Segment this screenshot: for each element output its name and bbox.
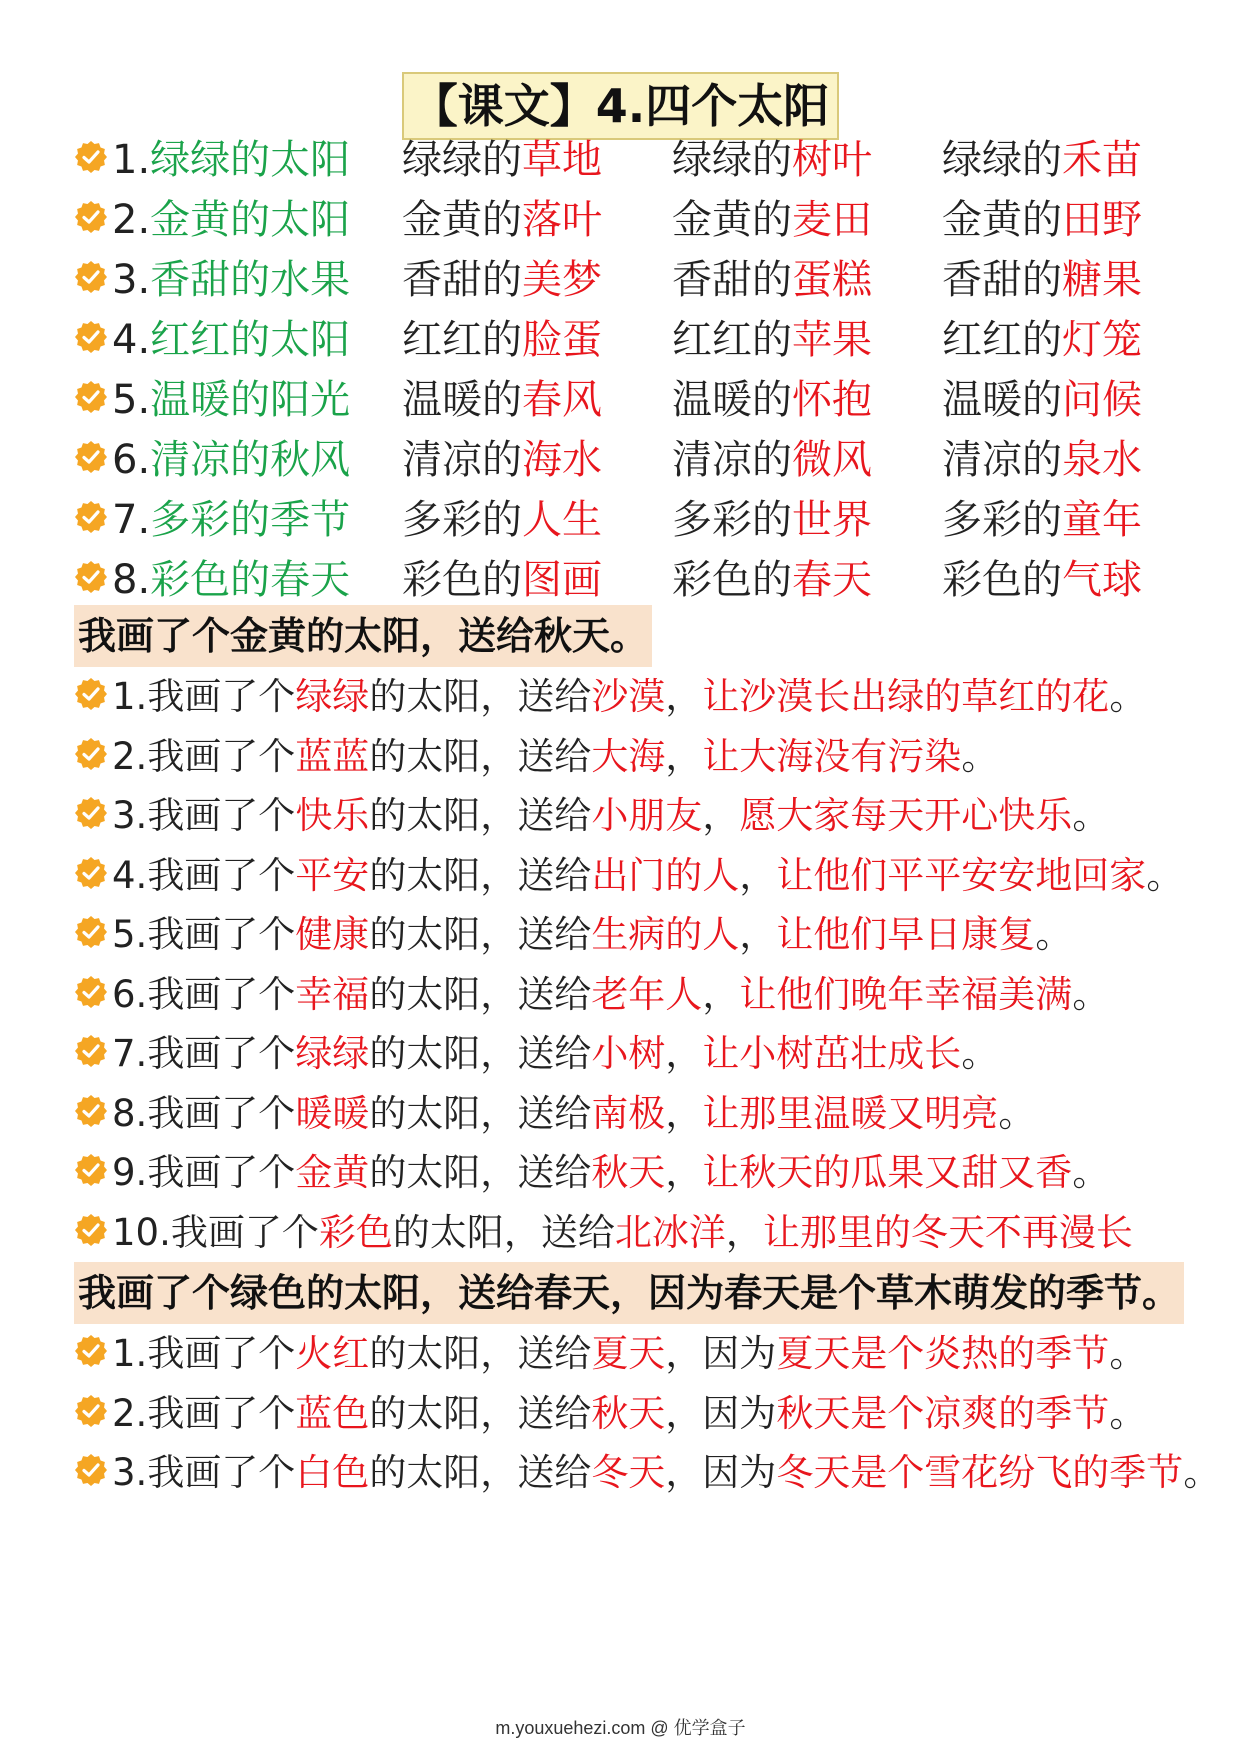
sentence-text [112, 1024, 998, 1084]
phrase-number: 1. [112, 137, 151, 183]
check-badge-icon [74, 856, 108, 890]
phrase-noun: 苹果 [792, 317, 872, 363]
phrase-prefix: 金黄的 [402, 197, 522, 243]
sentence-highlight: 彩色 [318, 1210, 393, 1254]
sentence-highlight: 平安 [295, 853, 370, 897]
sentence-highlight: 小朋友 [591, 794, 703, 837]
phrase-prefix: 金黄的 [672, 197, 792, 243]
phrase-prefix: 绿绿的 [942, 137, 1062, 183]
phrase-noun: 美梦 [522, 257, 602, 303]
phrase-row [74, 370, 1174, 430]
phrase-item [672, 130, 872, 190]
phrase-number: 5. [112, 377, 151, 423]
sentence-highlight: 愿大家每天开心快乐 [739, 794, 1073, 837]
sentence-highlight: 秋天 [591, 1391, 666, 1435]
phrase-prefix: 香甜的 [672, 257, 792, 303]
sentence-number: 8. [112, 1091, 148, 1135]
check-badge-icon [74, 737, 108, 771]
sentence-text [112, 1443, 1220, 1503]
phrase-prefix: 温暖的 [402, 377, 522, 423]
sentence-highlight: 南极 [591, 1091, 666, 1135]
sentence-plain: 。 [1109, 675, 1147, 718]
phrase-head-text: 金黄的太阳 [150, 197, 351, 243]
sentence-plain: ， [739, 913, 777, 956]
sentence-text [112, 905, 1072, 965]
sentence-text [112, 1084, 1035, 1144]
sentence-plain: ，因为 [665, 1332, 777, 1375]
check-badge-icon [74, 915, 108, 949]
phrase-prefix: 清凉的 [672, 437, 792, 483]
sentence-plain: 的太阳，送给 [369, 1151, 592, 1194]
sentence-number: 1. [112, 675, 148, 718]
sentence-highlight: 老年人 [591, 972, 703, 1016]
phrase-row [74, 430, 1174, 490]
check-badge-icon [74, 677, 108, 711]
sentence-text [112, 727, 998, 787]
sentence-plain: ， [702, 794, 740, 837]
phrase-noun: 田野 [1062, 197, 1142, 243]
check-badge-icon [74, 1334, 108, 1368]
sentence-plain: 的太阳，送给 [369, 972, 592, 1016]
sentence-highlight: 冬天是个雪花纷飞的季节 [776, 1451, 1184, 1494]
phrase-prefix: 红红的 [402, 317, 522, 363]
sentence-highlight: 让他们晚年幸福美满 [739, 972, 1073, 1016]
check-badge-icon [74, 1394, 108, 1428]
sentence-plain: 我画了个 [147, 972, 296, 1016]
phrase-noun: 怀抱 [792, 377, 872, 423]
phrase-item [402, 250, 602, 310]
phrase-head-text: 绿绿的太阳 [150, 137, 351, 183]
phrase-item [942, 550, 1142, 610]
phrase-head [112, 430, 350, 490]
sentence-highlight: 出门的人 [591, 853, 740, 897]
sentence-plain: 我画了个 [147, 794, 296, 837]
phrase-prefix: 香甜的 [942, 257, 1062, 303]
phrase-noun: 脸蛋 [522, 317, 602, 363]
check-badge-icon [74, 560, 108, 594]
check-badge-icon [74, 500, 108, 534]
sentence-highlight: 小树 [591, 1032, 666, 1075]
sentence-plain: 。 [1072, 972, 1110, 1016]
sentence-plain: 的太阳，送给 [369, 734, 592, 778]
phrase-noun: 海水 [522, 437, 602, 483]
phrase-item [672, 370, 872, 430]
phrase-head [112, 370, 350, 430]
sentence-row [74, 1084, 1174, 1144]
phrase-noun: 世界 [792, 497, 872, 543]
phrase-prefix: 温暖的 [942, 377, 1062, 423]
phrase-noun: 春天 [792, 557, 872, 603]
phrase-item [402, 550, 602, 610]
sentence-plain: 的太阳，送给 [369, 675, 592, 718]
phrase-noun: 蛋糕 [792, 257, 872, 303]
phrase-item [672, 430, 872, 490]
sentence-number: 10. [112, 1210, 171, 1254]
sentence-row [74, 1443, 1221, 1503]
phrase-prefix: 绿绿的 [672, 137, 792, 183]
sentence-plain: 的太阳，送给 [369, 794, 592, 837]
sentence-plain: 的太阳，送给 [369, 1391, 592, 1435]
phrase-item [672, 250, 872, 310]
sentence-number: 2. [112, 734, 148, 778]
phrase-number: 8. [112, 557, 151, 603]
sentence-highlight: 绿绿 [295, 675, 370, 718]
phrase-noun: 春风 [522, 377, 602, 423]
sentence-plain: 。 [1109, 1332, 1147, 1375]
sentence-highlight: 秋天是个凉爽的季节 [776, 1391, 1110, 1435]
sentence-plain: 我画了个 [170, 1210, 319, 1254]
phrase-row [74, 490, 1174, 550]
sentence-plain: 。 [998, 1091, 1036, 1135]
phrase-number: 6. [112, 437, 151, 483]
phrase-noun: 落叶 [522, 197, 602, 243]
sentence-plain: ， [665, 734, 703, 778]
sentence-plain: 的太阳，送给 [369, 1091, 592, 1135]
sentence-row [74, 1143, 1174, 1203]
phrase-noun: 灯笼 [1062, 317, 1142, 363]
phrase-item [672, 490, 872, 550]
phrase-prefix: 彩色的 [672, 557, 792, 603]
sentence-highlight: 沙漠 [591, 675, 666, 718]
sentence-highlight: 健康 [295, 913, 370, 956]
sentence-plain: ， [702, 972, 740, 1016]
sentence-row [74, 1024, 1174, 1084]
sentence-highlight: 白色 [295, 1451, 370, 1494]
phrase-number: 3. [112, 257, 151, 303]
sentence-plain: 我画了个 [147, 1391, 296, 1435]
phrase-item [942, 130, 1142, 190]
sentence-text [112, 786, 1109, 846]
phrase-prefix: 多彩的 [942, 497, 1062, 543]
phrase-head [112, 310, 350, 370]
phrase-item [672, 190, 872, 250]
phrase-number: 4. [112, 317, 151, 363]
sentence-plain: 。 [1072, 794, 1110, 837]
phrase-prefix: 红红的 [672, 317, 792, 363]
sentence-highlight: 让那里温暖又明亮 [702, 1091, 999, 1135]
phrase-noun: 糖果 [1062, 257, 1142, 303]
section-heading-autumn: 我画了个金黄的太阳，送给秋天。 [74, 605, 652, 667]
phrase-prefix: 香甜的 [402, 257, 522, 303]
phrase-head-text: 香甜的水果 [150, 257, 351, 303]
check-badge-icon [74, 796, 108, 830]
phrase-row [74, 550, 1174, 610]
sentence-plain: ， [739, 853, 777, 897]
phrase-item [942, 310, 1142, 370]
sentence-plain: 我画了个 [147, 675, 296, 718]
check-badge-icon [74, 440, 108, 474]
phrase-head-text: 红红的太阳 [150, 317, 351, 363]
phrase-prefix: 红红的 [942, 317, 1062, 363]
sentence-number: 4. [112, 853, 148, 897]
phrase-head-text: 清凉的秋风 [150, 437, 351, 483]
sentence-plain: 我画了个 [147, 1032, 296, 1075]
sentence-highlight: 夏天是个炎热的季节 [776, 1332, 1110, 1375]
phrase-noun: 树叶 [792, 137, 872, 183]
phrase-noun: 气球 [1062, 557, 1142, 603]
sentence-plain: 。 [961, 734, 999, 778]
sentence-row [74, 965, 1174, 1025]
phrase-number: 2. [112, 197, 151, 243]
phrase-item [942, 490, 1142, 550]
sentence-row [74, 905, 1174, 965]
sentence-highlight: 让沙漠长出绿的草红的花 [702, 675, 1110, 718]
phrase-item [942, 370, 1142, 430]
phrase-head [112, 490, 350, 550]
sentence-plain: 的太阳，送给 [369, 1451, 592, 1494]
sentence-plain: 我画了个 [147, 1332, 296, 1375]
phrase-prefix: 金黄的 [942, 197, 1062, 243]
sentence-highlight: 北冰洋 [614, 1210, 726, 1254]
sentence-highlight: 让小树茁壮成长 [702, 1032, 962, 1075]
sentence-highlight: 火红 [295, 1332, 370, 1375]
sentence-number: 9. [112, 1151, 148, 1194]
check-badge-icon [74, 1094, 108, 1128]
phrase-item [402, 490, 602, 550]
sentence-highlight: 金黄 [295, 1151, 370, 1194]
check-badge-icon [74, 320, 108, 354]
sentence-number: 7. [112, 1032, 148, 1075]
sentence-highlight: 快乐 [295, 794, 370, 837]
sentence-number: 3. [112, 794, 148, 837]
check-badge-icon [74, 140, 108, 174]
phrase-head [112, 550, 350, 610]
sentence-plain: 的太阳，送给 [392, 1210, 615, 1254]
sentence-plain: ，因为 [665, 1391, 777, 1435]
sentence-highlight: 让他们平平安安地回家 [776, 853, 1147, 897]
phrase-row [74, 130, 1174, 190]
phrase-noun: 图画 [522, 557, 602, 603]
sentence-plain: 我画了个 [147, 734, 296, 778]
sentence-text [112, 1143, 1109, 1203]
phrase-item [672, 550, 872, 610]
sentence-highlight: 让秋天的瓜果又甜又香 [702, 1151, 1073, 1194]
check-badge-icon [74, 200, 108, 234]
phrase-prefix: 多彩的 [672, 497, 792, 543]
phrase-row [74, 250, 1174, 310]
sentence-plain: 的太阳，送给 [369, 853, 592, 897]
sentence-plain: 。 [1072, 1151, 1110, 1194]
phrase-head-text: 温暖的阳光 [150, 377, 351, 423]
sentence-row [74, 1203, 1174, 1263]
phrase-item [672, 310, 872, 370]
sentence-highlight: 夏天 [591, 1332, 666, 1375]
sentence-plain: ， [665, 1091, 703, 1135]
sentence-plain: ， [665, 675, 703, 718]
section-heading-spring: 我画了个绿色的太阳，送给春天，因为春天是个草木萌发的季节。 [74, 1262, 1184, 1324]
sentence-number: 1. [112, 1332, 148, 1375]
sentence-plain: ，因为 [665, 1451, 777, 1494]
sentence-highlight: 生病的人 [591, 913, 740, 956]
sentence-plain: ， [725, 1210, 763, 1254]
phrase-noun: 麦田 [792, 197, 872, 243]
phrase-prefix: 清凉的 [402, 437, 522, 483]
sentence-plain: ， [665, 1151, 703, 1194]
sentence-plain: 。 [1146, 853, 1184, 897]
page-title: 【课文】4.四个太阳 [402, 72, 839, 140]
phrase-prefix: 绿绿的 [402, 137, 522, 183]
sentence-plain: 的太阳，送给 [369, 1332, 592, 1375]
phrase-noun: 禾苗 [1062, 137, 1142, 183]
phrase-item [402, 190, 602, 250]
phrase-item [402, 370, 602, 430]
phrase-head [112, 190, 350, 250]
phrase-head-text: 彩色的春天 [150, 557, 351, 603]
phrase-item [402, 310, 602, 370]
phrase-prefix: 彩色的 [402, 557, 522, 603]
sentence-number: 5. [112, 913, 148, 956]
phrase-noun: 人生 [522, 497, 602, 543]
sentence-highlight: 蓝色 [295, 1391, 370, 1435]
sentence-highlight: 大海 [591, 734, 666, 778]
sentence-plain: 我画了个 [147, 1091, 296, 1135]
sentence-row [74, 727, 1174, 787]
sentence-text [112, 1384, 1146, 1444]
sentence-text [112, 1324, 1146, 1384]
check-badge-icon [74, 1034, 108, 1068]
phrase-noun: 问候 [1062, 377, 1142, 423]
phrase-noun: 童年 [1062, 497, 1142, 543]
sentence-text [112, 965, 1109, 1025]
check-badge-icon [74, 1213, 108, 1247]
sentence-plain: 的太阳，送给 [369, 1032, 592, 1075]
check-badge-icon [74, 975, 108, 1009]
sentence-number: 3. [112, 1451, 148, 1494]
sentence-text [112, 667, 1146, 727]
phrase-row [74, 310, 1174, 370]
check-badge-icon [74, 1453, 108, 1487]
sentence-plain: 我画了个 [147, 913, 296, 956]
check-badge-icon [74, 380, 108, 414]
phrase-noun: 草地 [522, 137, 602, 183]
sentence-highlight: 蓝蓝 [295, 734, 370, 778]
phrase-head [112, 250, 350, 310]
phrase-prefix: 清凉的 [942, 437, 1062, 483]
check-badge-icon [74, 1153, 108, 1187]
phrase-item [402, 130, 602, 190]
sentence-highlight: 让大海没有污染 [702, 734, 962, 778]
sentence-highlight: 秋天 [591, 1151, 666, 1194]
phrase-prefix: 温暖的 [672, 377, 792, 423]
sentence-row [74, 846, 1184, 906]
sentence-highlight: 暖暖 [295, 1091, 370, 1135]
sentence-row [74, 786, 1174, 846]
phrase-item [402, 430, 602, 490]
sentence-plain: ， [665, 1032, 703, 1075]
sentence-plain: 我画了个 [147, 1451, 296, 1494]
sentence-plain: 。 [1183, 1451, 1221, 1494]
phrase-noun: 微风 [792, 437, 872, 483]
phrase-prefix: 多彩的 [402, 497, 522, 543]
phrase-prefix: 彩色的 [942, 557, 1062, 603]
phrase-noun: 泉水 [1062, 437, 1142, 483]
sentence-row [74, 667, 1174, 727]
sentence-number: 6. [112, 972, 148, 1016]
sentence-highlight: 绿绿 [295, 1032, 370, 1075]
check-badge-icon [74, 260, 108, 294]
phrase-item [942, 430, 1142, 490]
sentence-row [74, 1324, 1174, 1384]
sentence-row [74, 1384, 1174, 1444]
phrase-head [112, 130, 350, 190]
sentence-plain: 我画了个 [147, 1151, 296, 1194]
sentence-text [112, 1203, 1133, 1263]
sentence-highlight: 幸福 [295, 972, 370, 1016]
sentence-highlight: 冬天 [591, 1451, 666, 1494]
footer-watermark: m.youxuehezi.com @ 优学盒子 [495, 1718, 746, 1738]
sentence-highlight: 让他们早日康复 [776, 913, 1036, 956]
sentence-plain: 。 [1109, 1391, 1147, 1435]
sentence-plain: 我画了个 [147, 853, 296, 897]
sentence-text [112, 846, 1183, 906]
sentence-highlight: 让那里的冬天不再漫长 [762, 1210, 1133, 1254]
phrase-row [74, 190, 1174, 250]
phrase-head-text: 多彩的季节 [150, 497, 351, 543]
sentence-plain: 。 [1035, 913, 1073, 956]
sentence-number: 2. [112, 1391, 148, 1435]
phrase-item [942, 250, 1142, 310]
sentence-plain: 的太阳，送给 [369, 913, 592, 956]
sentence-plain: 。 [961, 1032, 999, 1075]
phrase-number: 7. [112, 497, 151, 543]
phrase-item [942, 190, 1142, 250]
